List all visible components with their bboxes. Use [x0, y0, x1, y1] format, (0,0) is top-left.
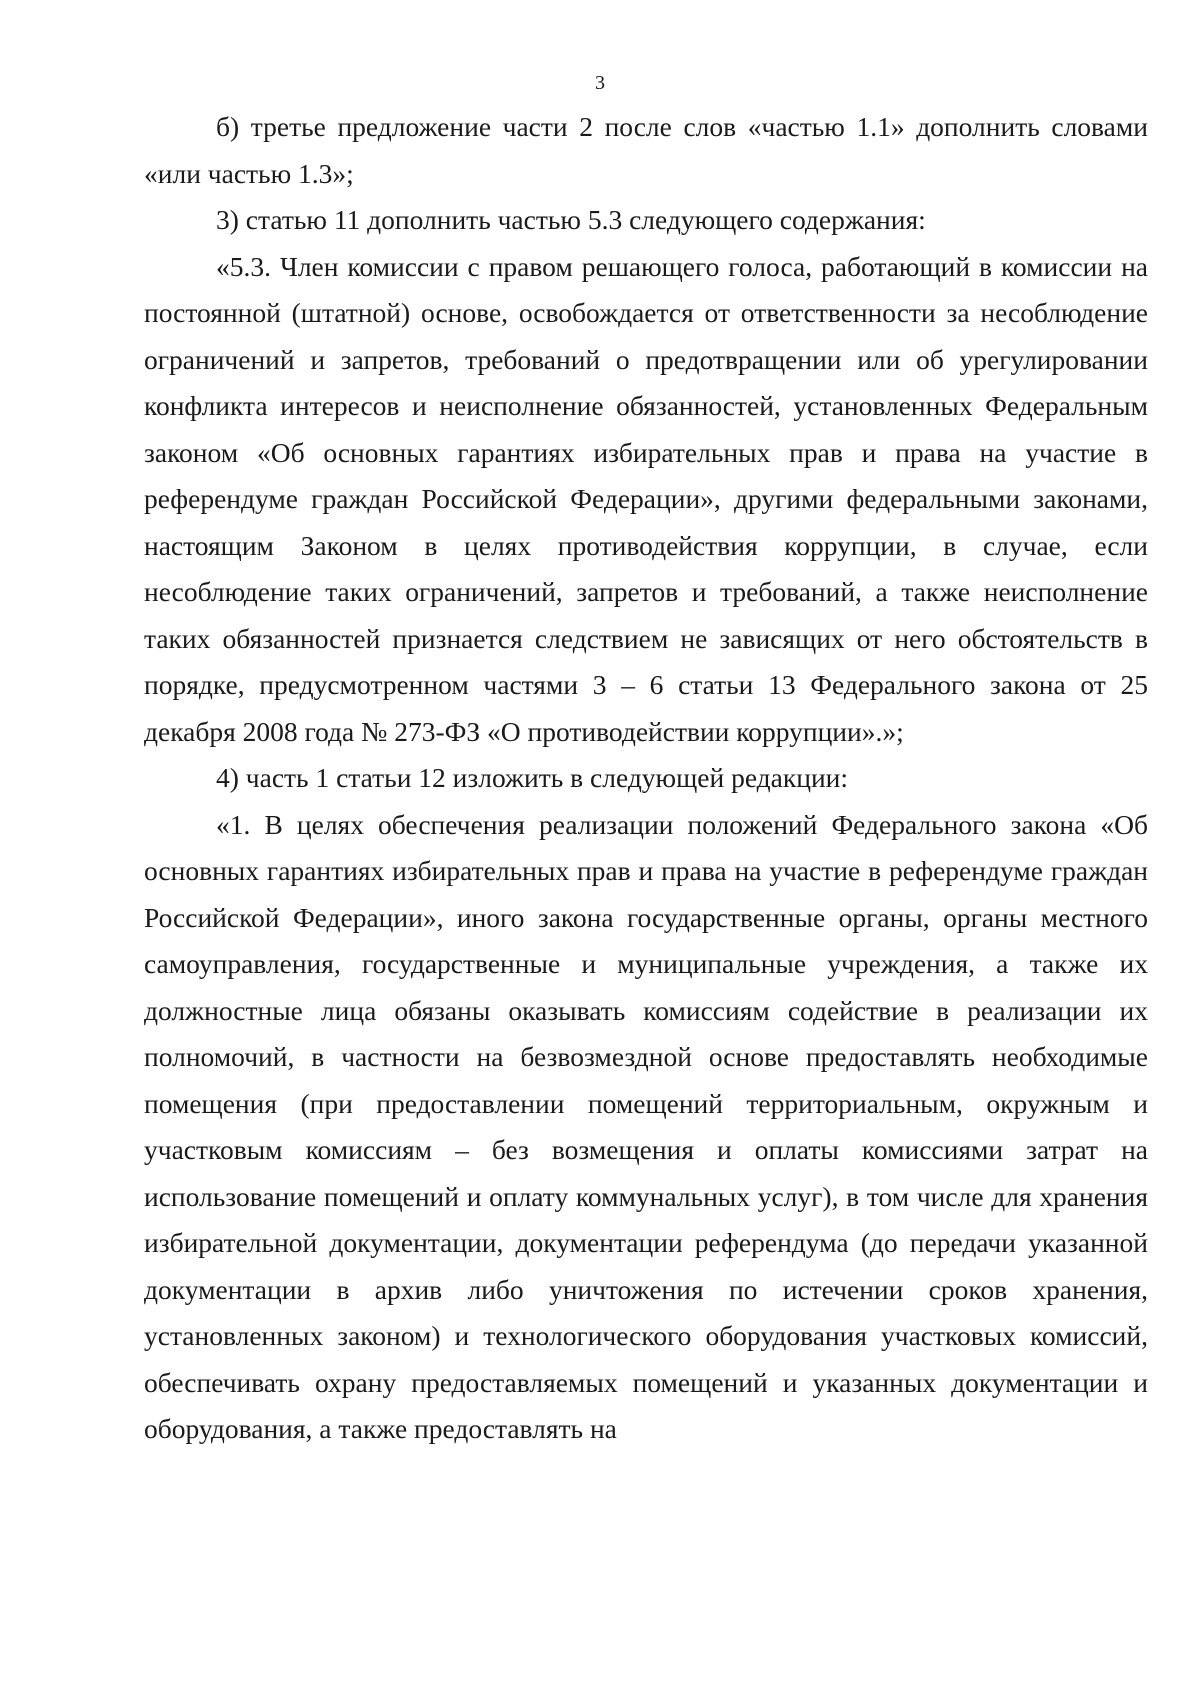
paragraph-part-5-3: «5.3. Член комиссии с правом решающего голоса, работающий в комиссии на постоянной (штатной) основе, освобождается от ответственности за несоблюдение ограничений и запретов, требований о предотвращении или об урегулировании конфликта интересов и неисполнение обязанностей, установленных Федеральным законом «Об основных гарантиях избирательных прав и права на участие в референдуме граждан Российской Федерации», другими федеральными законами, настоящим Законом в целях противодействия коррупции, в случае, если несоблюдение таких ограничений, запретов и требований, а также неисполнение таких обязанностей признается следствием не зависящих от него обстоятельств в порядке, предусмотренном частями 3 – 6 статьи 13 Федерального закона от 25 декабря 2008 года № 273-ФЗ «О противодействии коррупции».»; [144, 250, 1148, 747]
paragraph-item-3: 3) статью 11 дополнить частью 5.3 следующего содержания: [216, 204, 926, 235]
paragraph-part-1: «1. В целях обеспечения реализации положений Федерального закона «Об основных гарантиях избирательных прав и права на участие в референдуме граждан Российской Федерации», иного закона государственные органы, органы местного самоуправления, государственные и муниципальные учреждения, а также их должностные лица обязаны оказывать комиссиям содействие в реализации их полномочий, в частности на безвозмездной основе предоставлять необходимые помещения (при предоставлении помещений территориальным, окружным и участковым комиссиям – без возмещения и оплаты комиссиями затрат на использование помещений и оплату коммунальных услуг), в том числе для хранения избирательной документации, документации референдума (до передачи указанной документации в архив либо уничтожения по истечении сроков хранения, установленных законом) и технологического оборудования участковых комиссий, обеспечивать охрану предоставляемых помещений и указанных документации и оборудования, а также предоставлять на [144, 808, 1148, 1444]
paragraph-item-4: 4) часть 1 статьи 12 изложить в следующей редакции: [216, 762, 849, 793]
document-body [144, 104, 1148, 1453]
paragraph-amendment-b: б) третье предложение части 2 после слов «частью 1.1» дополнить словами «или частью 1.3»; [144, 111, 1148, 189]
page-number: 3 [595, 72, 605, 94]
